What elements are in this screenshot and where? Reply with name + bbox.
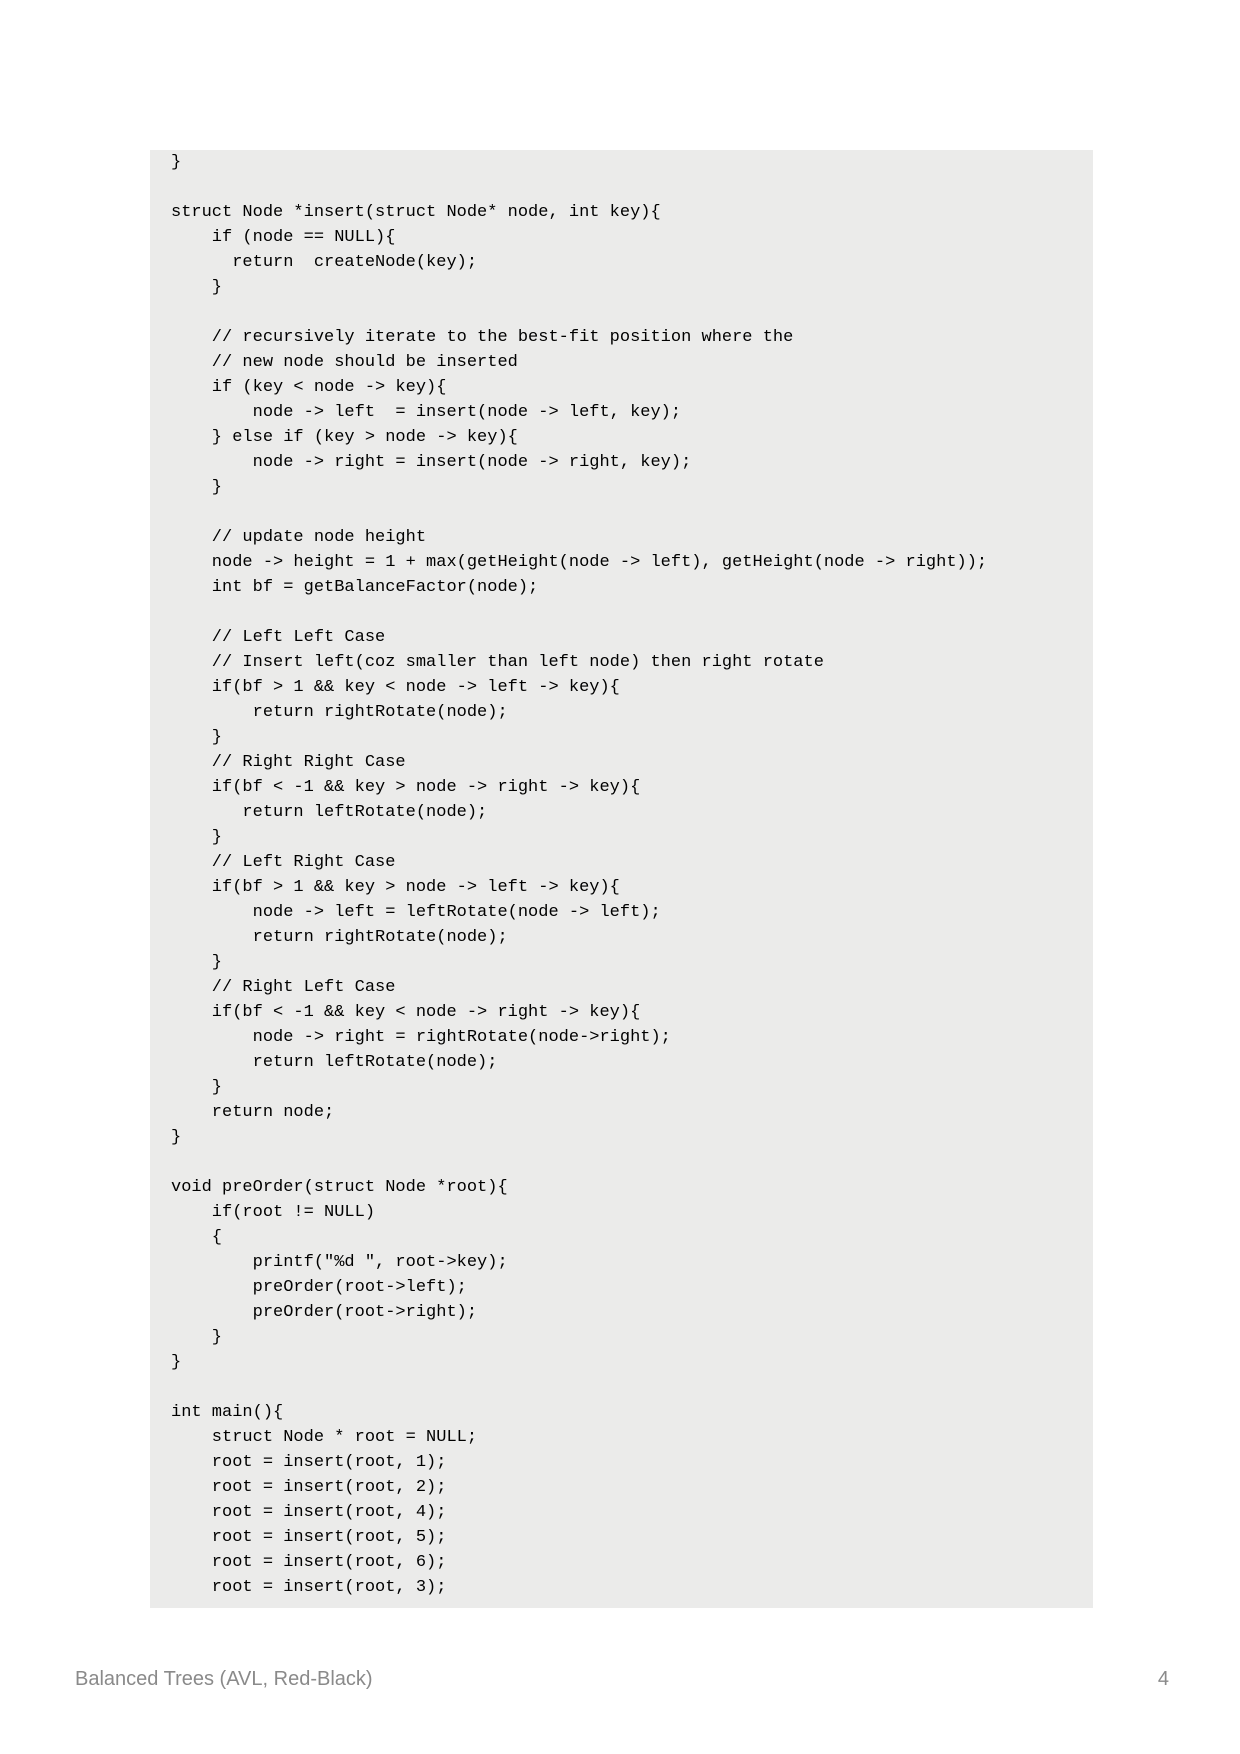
code-line: // Insert left(coz smaller than left node) then right rotate <box>171 653 824 672</box>
code-line: } <box>171 153 182 172</box>
code-line: } else if (key > node -> key){ <box>171 428 518 447</box>
code-line: } <box>171 1078 223 1097</box>
code-line: } <box>171 478 223 497</box>
code-line: // Right Left Case <box>171 978 396 997</box>
code-line: if(bf < -1 && key > node -> right -> key){ <box>171 778 641 797</box>
code-line: return createNode(key); <box>171 253 478 272</box>
page-number: 4 <box>1157 1668 1169 1690</box>
code-line: // update node height <box>171 528 427 547</box>
code-line <box>171 1150 987 1175</box>
code-line: if(bf < -1 && key < node -> right -> key){ <box>171 1003 641 1022</box>
code-line: } <box>171 1328 223 1347</box>
code-line: return rightRotate(node); <box>171 703 508 722</box>
code-line: { <box>171 1228 223 1247</box>
code-line <box>171 600 987 625</box>
code-line: node -> right = rightRotate(node->right); <box>171 1028 671 1047</box>
code-line: return leftRotate(node); <box>171 803 488 822</box>
code-line: printf("%d ", root->key); <box>171 1253 508 1272</box>
code-line: void preOrder(struct Node *root){ <box>171 1178 508 1197</box>
code-line: } <box>171 278 223 297</box>
code-line <box>171 300 987 325</box>
code-line: } <box>171 953 223 972</box>
code-line: root = insert(root, 6); <box>171 1553 447 1572</box>
code-line: struct Node *insert(struct Node* node, int key){ <box>171 203 661 222</box>
code-line: root = insert(root, 2); <box>171 1478 447 1497</box>
code-line: node -> right = insert(node -> right, key); <box>171 453 692 472</box>
code-line: root = insert(root, 5); <box>171 1528 447 1547</box>
code-line: } <box>171 1353 182 1372</box>
code-line: node -> height = 1 + max(getHeight(node -> left), getHeight(node -> right)); <box>171 553 988 572</box>
code-line <box>171 500 987 525</box>
code-line: preOrder(root->right); <box>171 1303 478 1322</box>
code-line: // Right Right Case <box>171 753 406 772</box>
code-line: if(root != NULL) <box>171 1203 376 1222</box>
code-block <box>150 150 1093 1608</box>
code-line <box>171 175 987 200</box>
code-line: return rightRotate(node); <box>171 928 508 947</box>
code-line: if(bf > 1 && key > node -> left -> key){ <box>171 878 620 897</box>
code-line: // Left Right Case <box>171 853 396 872</box>
code-line: } <box>171 1128 182 1147</box>
code-line: node -> left = insert(node -> left, key); <box>171 403 682 422</box>
code-line: if (key < node -> key){ <box>171 378 447 397</box>
code-line: struct Node * root = NULL; <box>171 1428 478 1447</box>
code-line: root = insert(root, 1); <box>171 1453 447 1472</box>
code-lines <box>171 150 987 1600</box>
code-line: // Left Left Case <box>171 628 386 647</box>
code-line: preOrder(root->left); <box>171 1278 467 1297</box>
code-line: if(bf > 1 && key < node -> left -> key){ <box>171 678 620 697</box>
code-line: int bf = getBalanceFactor(node); <box>171 578 539 597</box>
code-line: node -> left = leftRotate(node -> left); <box>171 903 661 922</box>
code-line: // recursively iterate to the best-fit position where the <box>171 328 794 347</box>
code-line: if (node == NULL){ <box>171 228 396 247</box>
code-line: } <box>171 728 223 747</box>
code-line: int main(){ <box>171 1403 284 1422</box>
code-line <box>171 1375 987 1400</box>
footer-title: Balanced Trees (AVL, Red-Black) <box>75 1668 373 1690</box>
code-line: root = insert(root, 4); <box>171 1503 447 1522</box>
code-line: root = insert(root, 3); <box>171 1578 447 1597</box>
code-line: return leftRotate(node); <box>171 1053 498 1072</box>
code-line: // new node should be inserted <box>171 353 518 372</box>
code-line: } <box>171 828 223 847</box>
code-line: return node; <box>171 1103 335 1122</box>
